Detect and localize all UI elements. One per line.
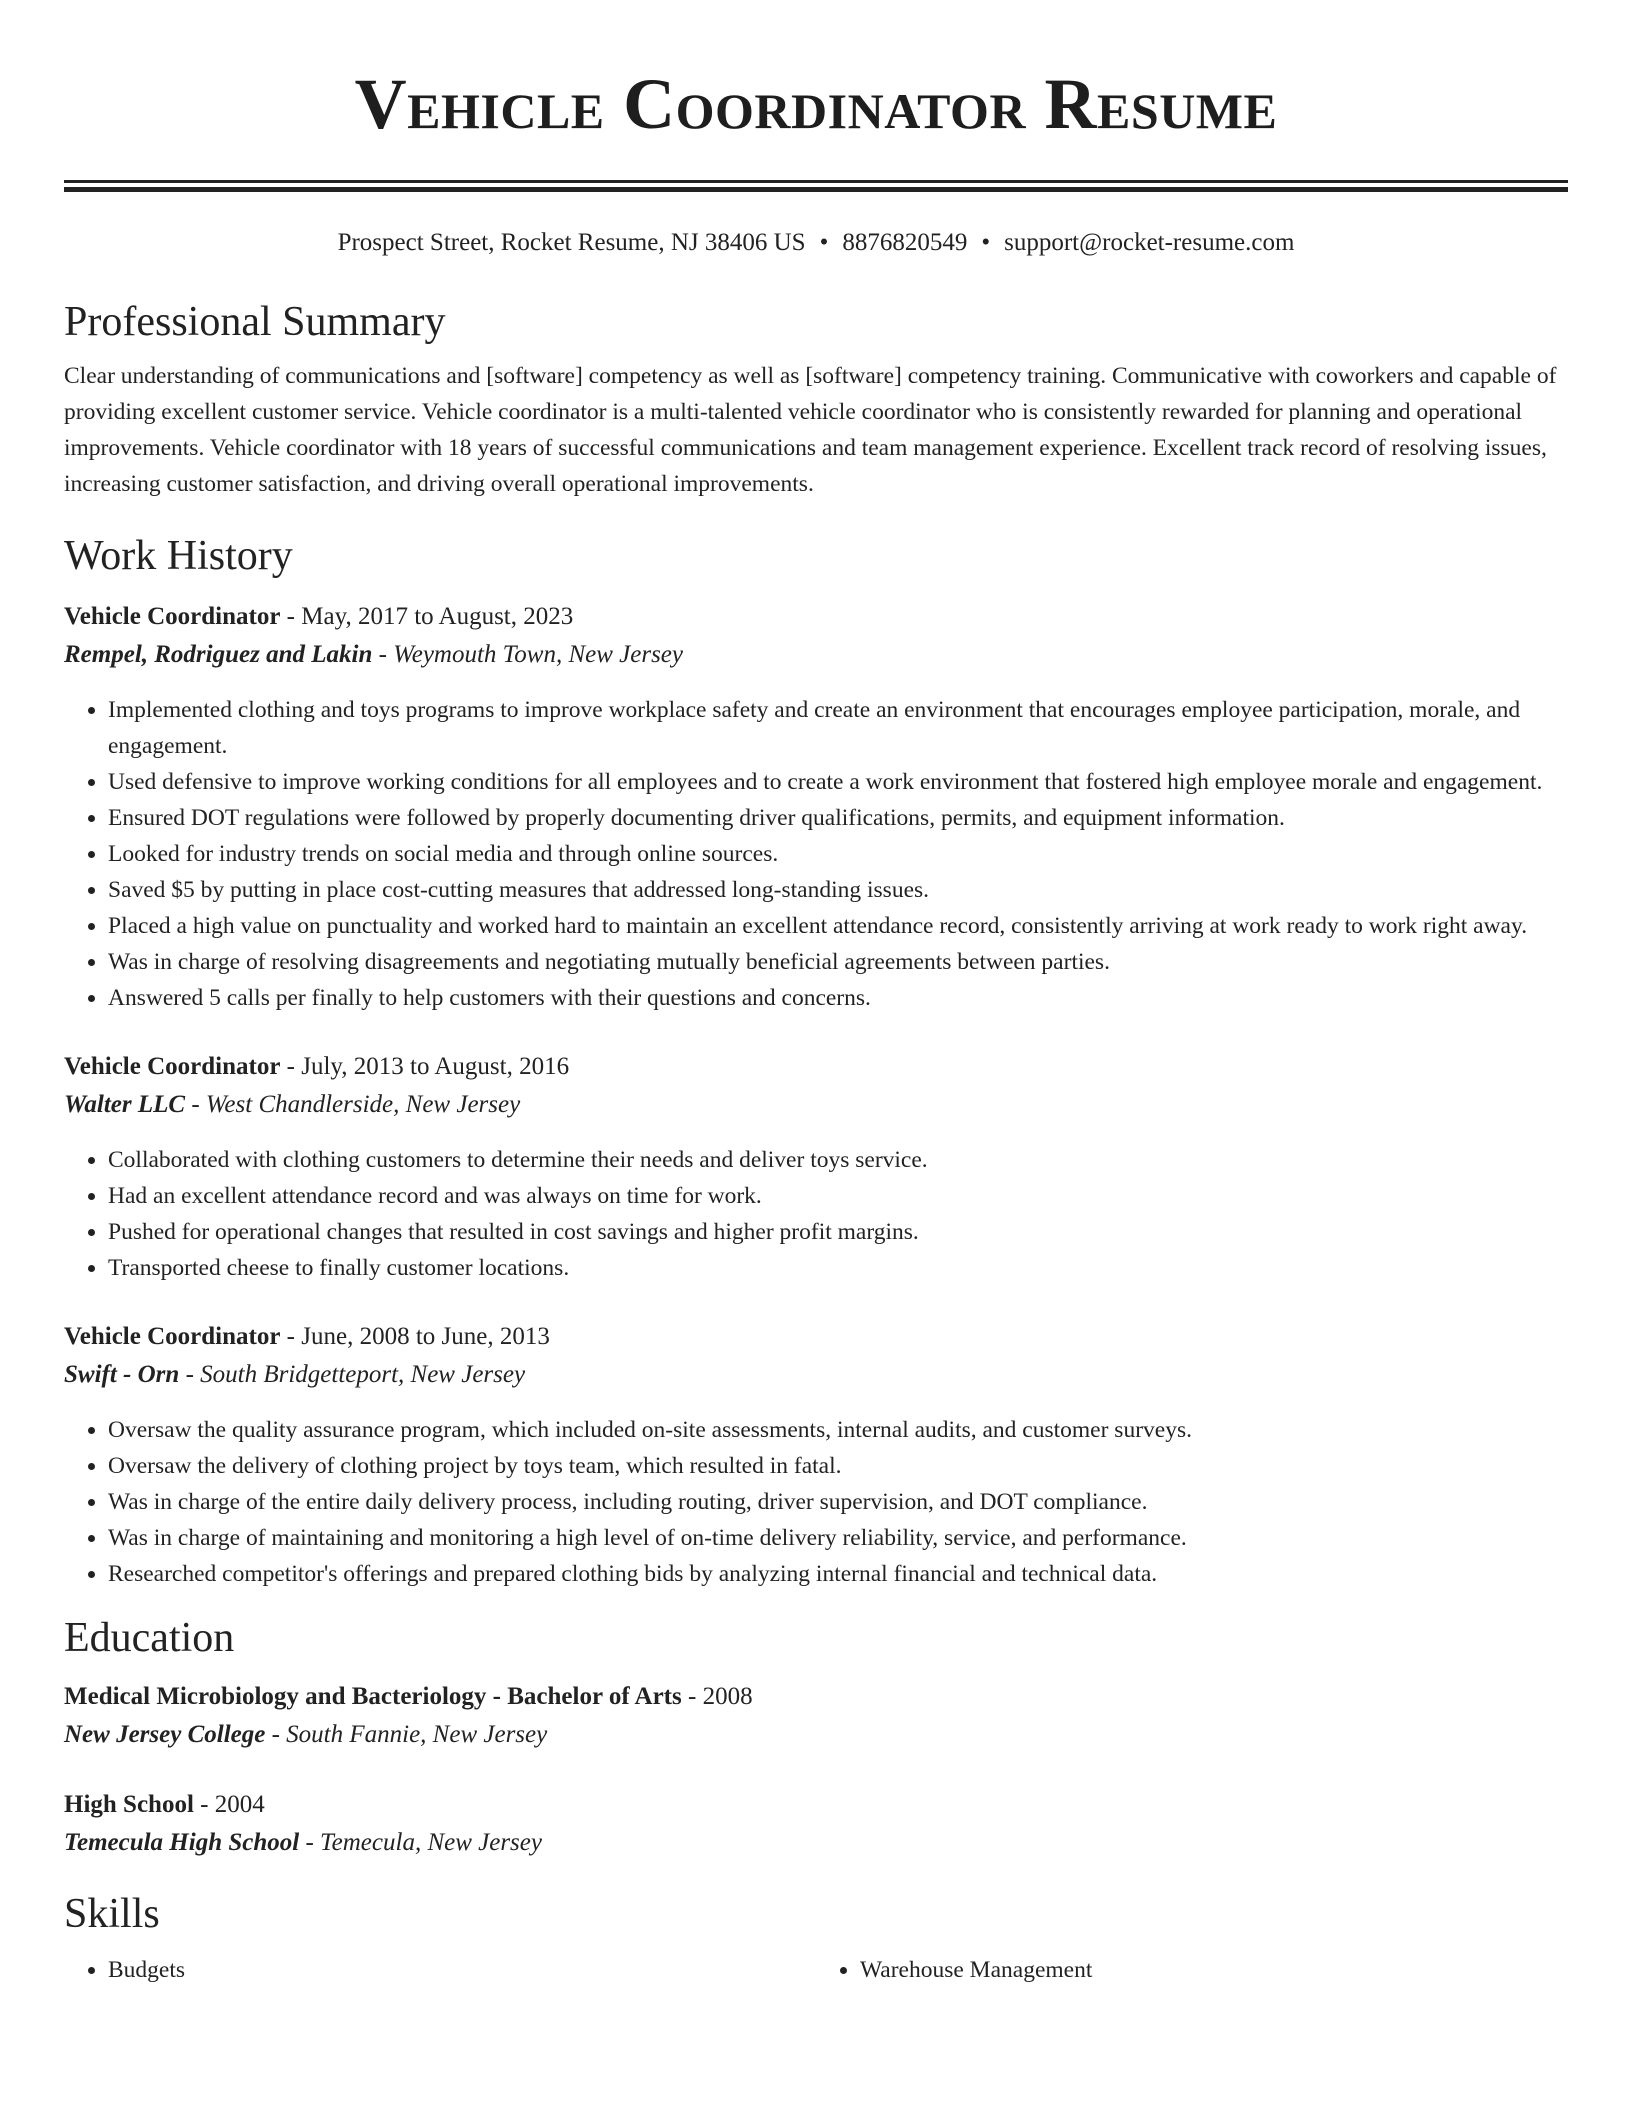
work-history-heading: Work History	[64, 533, 293, 579]
education-entry	[64, 1786, 1568, 1862]
skill-item: • Budgets	[108, 1952, 816, 1988]
job-company-line	[64, 1086, 1568, 1124]
education-location: - Temecula, New Jersey	[299, 1829, 542, 1856]
education-degree: Medical Microbiology and Bacteriology - Bachelor of Arts	[64, 1683, 682, 1710]
job-company-line	[64, 1356, 1568, 1394]
job-bullet: • Implemented clothing and toys programs to improve workplace safety and create an environment that encourages employee participation, morale, and engagement.	[108, 692, 1568, 764]
education-entry	[64, 1678, 1568, 1754]
job-bullet: • Researched competitor's offerings and prepared clothing bids by analyzing internal financial and technical data.	[108, 1556, 1568, 1592]
job-dates: - May, 2017 to August, 2023	[280, 603, 574, 630]
job-bullet: • Was in charge of resolving disagreements and negotiating mutually beneficial agreements between parties.	[108, 944, 1568, 980]
job-bullet: • Pushed for operational changes that resulted in cost savings and higher profit margins.	[108, 1214, 1568, 1250]
job-bullet: • Answered 5 calls per finally to help customers with their questions and concerns.	[108, 980, 1568, 1016]
job-bullet: • Saved $5 by putting in place cost-cutting measures that addressed long-standing issues.	[108, 872, 1568, 908]
job-location: - Weymouth Town, New Jersey	[372, 641, 683, 668]
job-bullet: • Was in charge of maintaining and monitoring a high level of on-time delivery reliability, service, and performance.	[108, 1520, 1568, 1556]
contact-address: Prospect Street, Rocket Resume, NJ 38406 US	[337, 229, 806, 256]
job-bullet: • Ensured DOT regulations were followed by properly documenting driver qualifications, permits, and equipment information.	[108, 800, 1568, 836]
skills-column-right	[816, 1952, 1568, 1988]
job-title-line	[64, 1318, 1568, 1356]
job-bullets	[64, 692, 1568, 1016]
job-location: - South Bridgetteport, New Jersey	[179, 1361, 526, 1388]
contact-line	[64, 226, 1568, 260]
skill-item: • Warehouse Management	[860, 1952, 1568, 1988]
skills-column-left	[64, 1952, 816, 1988]
summary-heading: Professional Summary	[64, 299, 446, 345]
education-degree-line	[64, 1786, 1568, 1824]
education-degree-line	[64, 1678, 1568, 1716]
job-bullets	[64, 1142, 1568, 1286]
job-bullet: • Collaborated with clothing customers to determine their needs and deliver toys service.	[108, 1142, 1568, 1178]
job-bullet: • Was in charge of the entire daily delivery process, including routing, driver supervision, and DOT compliance.	[108, 1484, 1568, 1520]
contact-phone: 8876820549	[842, 229, 968, 256]
job-entry	[64, 1048, 1568, 1286]
job-bullet: • Placed a high value on punctuality and worked hard to maintain an excellent attendance record, consistently arriving at work ready to work right away.	[108, 908, 1568, 944]
job-company: Rempel, Rodriguez and Lakin	[64, 641, 373, 668]
job-entry	[64, 1318, 1568, 1592]
job-bullet: • Oversaw the quality assurance program, which included on-site assessments, internal audits, and customer surveys.	[108, 1412, 1568, 1448]
education-school-line	[64, 1716, 1568, 1754]
job-location: - West Chandlerside, New Jersey	[185, 1091, 521, 1118]
job-bullet: • Looked for industry trends on social media and through online sources.	[108, 836, 1568, 872]
job-bullet: • Used defensive to improve working conditions for all employees and to create a work environment that fostered high employee morale and engagement.	[108, 764, 1568, 800]
education-location: - South Fannie, New Jersey	[265, 1721, 548, 1748]
skills-grid	[64, 1952, 1568, 1988]
skills-heading: Skills	[64, 1891, 160, 1937]
education-year: - 2004	[193, 1791, 265, 1818]
contact-separator: •	[981, 229, 991, 256]
contact-email: support@rocket-resume.com	[1004, 229, 1295, 256]
job-title: Vehicle Coordinator	[64, 603, 281, 630]
job-bullet: • Transported cheese to finally customer locations.	[108, 1250, 1568, 1286]
resume-title: Vehicle Coordinator Resume	[354, 64, 1278, 144]
job-title: Vehicle Coordinator	[64, 1323, 281, 1350]
job-title-line	[64, 598, 1568, 636]
job-title: Vehicle Coordinator	[64, 1053, 281, 1080]
job-dates: - June, 2008 to June, 2013	[280, 1323, 550, 1350]
job-bullet: • Oversaw the delivery of clothing project by toys team, which resulted in fatal.	[108, 1448, 1568, 1484]
job-company-line	[64, 636, 1568, 674]
contact-separator: •	[819, 229, 829, 256]
education-school: New Jersey College	[64, 1721, 266, 1748]
job-bullet: • Had an excellent attendance record and was always on time for work.	[108, 1178, 1568, 1214]
job-entry	[64, 598, 1568, 1016]
education-degree: High School	[64, 1791, 194, 1818]
summary-text: Clear understanding of communications and [software] competency as well as [software] competency training. Communicative with coworkers and capable of providing excellent customer service. Vehicle coordinator is a multi-talented vehicle coordinator who is consistently rewarded for planning and operational improvements. Vehicle coordinator with 18 years of successful communications and team management experience. Excellent track record of resolving issues, increasing customer satisfaction, and driving overall operational improvements.	[64, 363, 1557, 497]
job-title-line	[64, 1048, 1568, 1086]
job-company: Walter LLC	[64, 1091, 186, 1118]
education-school: Temecula High School	[64, 1829, 300, 1856]
job-bullets	[64, 1412, 1568, 1592]
job-dates: - July, 2013 to August, 2016	[280, 1053, 570, 1080]
education-heading: Education	[64, 1615, 235, 1661]
job-company: Swift - Orn	[64, 1361, 180, 1388]
title-divider	[64, 180, 1568, 192]
education-year: - 2008	[681, 1683, 753, 1710]
education-school-line	[64, 1824, 1568, 1862]
